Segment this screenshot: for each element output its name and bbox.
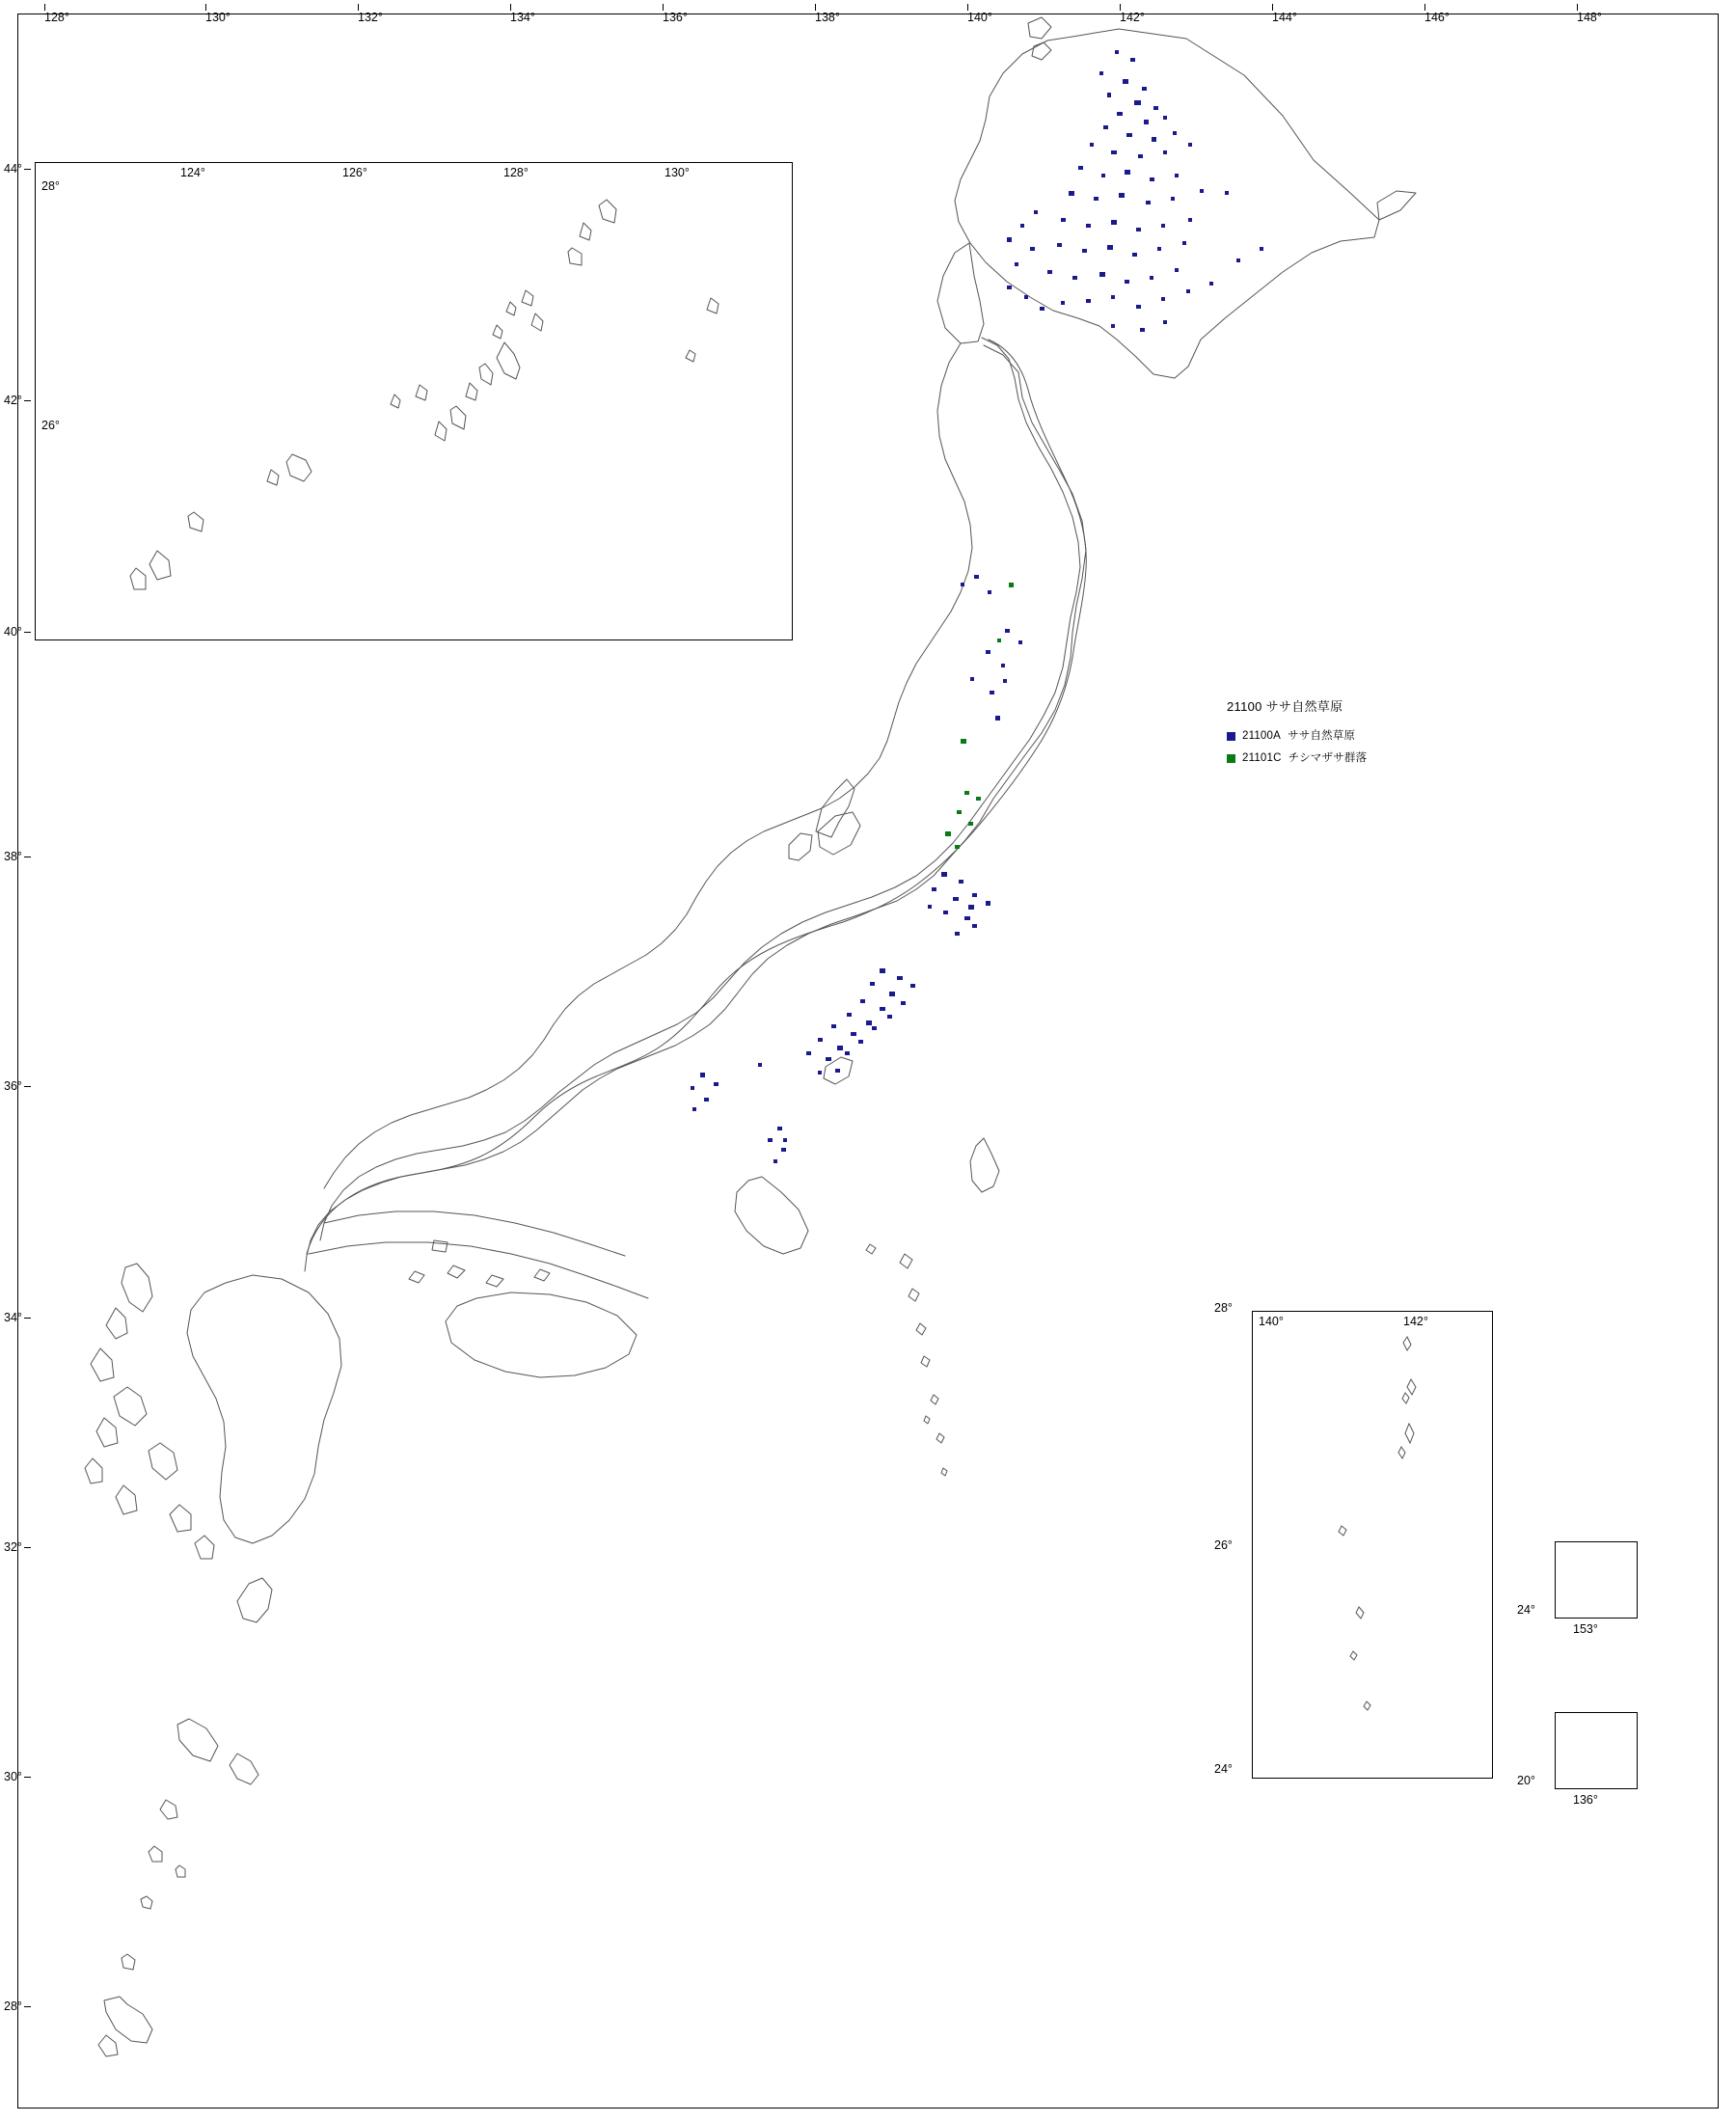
tick-top-5: 138° (815, 4, 840, 24)
ogasawara-inset-drawing (1253, 1312, 1494, 1780)
tick-top-6: 140° (967, 4, 992, 24)
legend-item-21100A (1227, 730, 1449, 743)
legend-title: 21100 ササ自然草原 (1227, 699, 1343, 714)
ryukyu-inset-drawing (36, 163, 794, 641)
ogasawara-tick-top-1: 142° (1403, 1315, 1428, 1328)
minamitorishima-inset (1517, 1541, 1638, 1636)
tick-left-1: 42° (4, 394, 31, 407)
legend-label-21101C: チシマザサ群落 (1288, 752, 1368, 765)
legend-label-21100A: ササ自然草原 (1288, 729, 1356, 742)
minamitorishima-left-label: 24° (1517, 1603, 1535, 1617)
tick-top-7: 142° (1120, 4, 1145, 24)
ogasawara-tick-left-2: 24° (1214, 1762, 1233, 1776)
ogasawara-inset (1214, 1301, 1493, 1779)
legend (1227, 700, 1449, 775)
ryukyu-tick-left-0: 28° (41, 179, 60, 193)
tick-left-8: 28° (4, 2000, 31, 2013)
tick-top-8: 144° (1272, 4, 1297, 24)
tick-left-7: 30° (4, 1771, 31, 1783)
tick-top-0: 128° (44, 4, 69, 24)
minamitorishima-bottom-label: 153° (1573, 1622, 1598, 1636)
ogasawara-tick-top-0: 140° (1259, 1315, 1284, 1328)
ryukyu-tick-top-1: 126° (342, 166, 367, 179)
tick-top-2: 132° (358, 4, 383, 24)
ryukyu-tick-left-1: 26° (41, 419, 60, 432)
tick-top-3: 134° (510, 4, 535, 24)
tick-top-10: 148° (1577, 4, 1602, 24)
tick-left-3: 38° (4, 851, 31, 863)
legend-code-21101C: 21101C (1242, 752, 1282, 765)
ryukyu-tick-top-0: 124° (180, 166, 205, 179)
ryukyu-inset (35, 162, 793, 640)
okinotorishima-bottom-label: 136° (1573, 1793, 1598, 1807)
ryukyu-tick-top-2: 128° (503, 166, 529, 179)
tick-left-4: 36° (4, 1080, 31, 1093)
legend-swatch-21100A (1227, 732, 1235, 741)
tick-top-9: 146° (1424, 4, 1450, 24)
tick-left-5: 34° (4, 1312, 31, 1324)
tick-top-1: 130° (205, 4, 231, 24)
tick-left-0: 44° (4, 163, 31, 176)
okinotorishima-left-label: 20° (1517, 1774, 1535, 1787)
tick-top-4: 136° (663, 4, 688, 24)
legend-item-21101C (1227, 752, 1449, 765)
ryukyu-tick-top-3: 130° (665, 166, 690, 179)
okinotorishima-inset (1517, 1712, 1638, 1807)
legend-code-21100A: 21100A (1242, 729, 1281, 742)
legend-swatch-21101C (1227, 754, 1235, 763)
tick-left-6: 32° (4, 1541, 31, 1554)
ogasawara-tick-left-0: 28° (1214, 1301, 1233, 1315)
tick-left-2: 40° (4, 626, 31, 639)
ogasawara-tick-left-1: 26° (1214, 1538, 1233, 1552)
